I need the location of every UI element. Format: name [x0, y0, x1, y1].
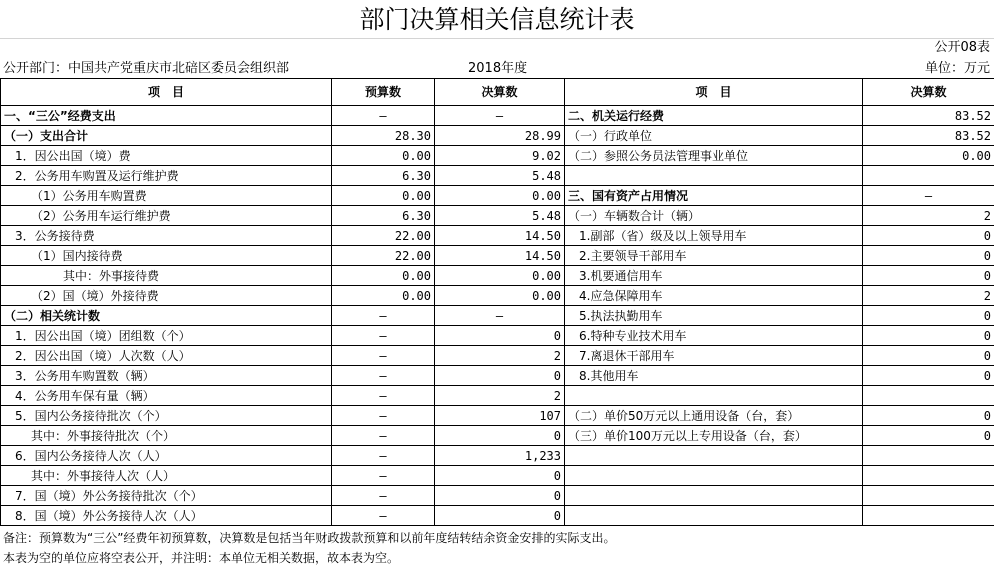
department-label: 公开部门：中国共产党重庆市北碚区委员会组织部 [3, 61, 290, 76]
table-row [1, 126, 994, 146]
row-right-item-label: 7.离退休干部用车 [565, 346, 863, 366]
row-right-final-value: 0 [863, 366, 994, 386]
table-row [1, 466, 994, 486]
row-right-item-label [565, 466, 863, 486]
row-right-item-label: 二、机关运行经费 [565, 106, 863, 126]
row-final-value: — [435, 106, 565, 126]
row-right-item-label: （二）单价50万元以上通用设备（台，套） [565, 406, 863, 426]
row-budget-value: — [332, 446, 435, 466]
row-budget-value: — [332, 426, 435, 446]
row-item-label: 其中：外事接待批次（个） [1, 426, 332, 446]
row-right-final-value [863, 446, 994, 466]
row-item-label: 5．国内公务接待批次（个） [1, 406, 332, 426]
row-final-value: 107 [435, 406, 565, 426]
row-item-label: （1）公务用车购置费 [1, 186, 332, 206]
row-final-value: 28.99 [435, 126, 565, 146]
table-row [1, 386, 994, 406]
row-item-label: （一）支出合计 [1, 126, 332, 146]
table-row [1, 146, 994, 166]
row-right-item-label [565, 506, 863, 526]
row-budget-value: — [332, 506, 435, 526]
table-row [1, 186, 994, 206]
table-row [1, 486, 994, 506]
row-budget-value: — [332, 346, 435, 366]
row-right-item-label: 1.副部（省）级及以上领导用车 [565, 226, 863, 246]
row-budget-value: 0.00 [332, 266, 435, 286]
sheet-title: 部门决算相关信息统计表 [0, 0, 994, 39]
row-budget-value: 22.00 [332, 226, 435, 246]
row-budget-value: — [332, 326, 435, 346]
row-item-label: （二）相关统计数 [1, 306, 332, 326]
form-number: 公开08表 [934, 40, 990, 55]
header-final-right: 决算数 [863, 79, 994, 106]
table-row [1, 286, 994, 306]
table-row [1, 426, 994, 446]
row-right-final-value [863, 506, 994, 526]
row-final-value: 2 [435, 386, 565, 406]
row-final-value: 0 [435, 466, 565, 486]
row-item-label: 1．因公出国（境）费 [1, 146, 332, 166]
row-final-value: 1,233 [435, 446, 565, 466]
row-right-final-value: — [863, 186, 994, 206]
footnote-budget: 备注：预算数为“三公”经费年初预算数，决算数是包括当年财政拨款预算和以前年度结转结余资金安排的实际支出。 [3, 531, 616, 545]
table-row [1, 226, 994, 246]
row-budget-value: — [332, 306, 435, 326]
row-right-final-value [863, 486, 994, 506]
row-budget-value: — [332, 366, 435, 386]
table-row [1, 406, 994, 426]
table-row [1, 506, 994, 526]
row-budget-value: 28.30 [332, 126, 435, 146]
row-right-final-value: 0 [863, 226, 994, 246]
row-final-value: 5.48 [435, 166, 565, 186]
row-budget-value: 6.30 [332, 206, 435, 226]
fiscal-year: 2018年度 [468, 61, 528, 76]
unit-label: 单位：万元 [924, 61, 990, 76]
row-final-value: 14.50 [435, 246, 565, 266]
row-final-value: 9.02 [435, 146, 565, 166]
row-item-label: 3．公务接待费 [1, 226, 332, 246]
row-budget-value: — [332, 386, 435, 406]
row-right-final-value: 0.00 [863, 146, 994, 166]
row-item-label: 1．因公出国（境）团组数（个） [1, 326, 332, 346]
row-final-value: 0 [435, 326, 565, 346]
row-budget-value: — [332, 406, 435, 426]
row-right-final-value [863, 166, 994, 186]
row-final-value: 0.00 [435, 266, 565, 286]
footnote-empty-table: 本表为空的单位应将空表公开，并注明：本单位无相关数据，故本表为空。 [3, 551, 400, 565]
table-row [1, 166, 994, 186]
header-final-left: 决算数 [435, 79, 565, 106]
row-right-final-value: 0 [863, 426, 994, 446]
row-item-label: （1）国内接待费 [1, 246, 332, 266]
row-right-item-label: （二）参照公务员法管理事业单位 [565, 146, 863, 166]
row-right-final-value: 0 [863, 246, 994, 266]
row-right-final-value: 2 [863, 286, 994, 306]
row-item-label: 4．公务用车保有量（辆） [1, 386, 332, 406]
row-right-item-label: 4.应急保障用车 [565, 286, 863, 306]
row-final-value: 0 [435, 366, 565, 386]
row-budget-value: 6.30 [332, 166, 435, 186]
row-final-value: 0 [435, 486, 565, 506]
row-right-final-value: 83.52 [863, 106, 994, 126]
table-header-row [1, 79, 994, 106]
table-row [1, 326, 994, 346]
row-right-final-value [863, 466, 994, 486]
row-right-item-label [565, 166, 863, 186]
row-right-final-value: 0 [863, 326, 994, 346]
table-row [1, 206, 994, 226]
row-final-value: 2 [435, 346, 565, 366]
row-budget-value: 0.00 [332, 286, 435, 306]
row-final-value: 0 [435, 506, 565, 526]
header-item-left: 项 目 [1, 79, 332, 106]
row-right-final-value: 83.52 [863, 126, 994, 146]
table-row [1, 306, 994, 326]
table-row [1, 366, 994, 386]
row-final-value: 5.48 [435, 206, 565, 226]
row-item-label: 2．公务用车购置及运行维护费 [1, 166, 332, 186]
row-right-item-label [565, 386, 863, 406]
statistics-table [0, 78, 994, 526]
row-right-item-label: （三）单价100万元以上专用设备（台，套） [565, 426, 863, 446]
table-row [1, 446, 994, 466]
row-item-label: 7．国（境）外公务接待批次（个） [1, 486, 332, 506]
row-right-item-label: 5.执法执勤用车 [565, 306, 863, 326]
row-right-final-value: 0 [863, 406, 994, 426]
table-row [1, 266, 994, 286]
header-item-right: 项 目 [565, 79, 863, 106]
row-final-value: 0.00 [435, 186, 565, 206]
row-right-item-label: 8.其他用车 [565, 366, 863, 386]
row-budget-value: — [332, 466, 435, 486]
row-right-item-label: 3.机要通信用车 [565, 266, 863, 286]
row-budget-value: 22.00 [332, 246, 435, 266]
row-right-final-value: 2 [863, 206, 994, 226]
row-final-value: 0 [435, 426, 565, 446]
row-item-label: 其中：外事接待人次（人） [1, 466, 332, 486]
row-item-label: （2）公务用车运行维护费 [1, 206, 332, 226]
table-row [1, 106, 994, 126]
row-budget-value: — [332, 106, 435, 126]
row-right-final-value: 0 [863, 266, 994, 286]
row-item-label: 3．公务用车购置数（辆） [1, 366, 332, 386]
row-right-item-label: （一）车辆数合计（辆） [565, 206, 863, 226]
row-item-label: 8．国（境）外公务接待人次（人） [1, 506, 332, 526]
row-right-final-value: 0 [863, 306, 994, 326]
table-row [1, 246, 994, 266]
row-right-item-label: 6.特种专业技术用车 [565, 326, 863, 346]
row-item-label: 其中：外事接待费 [1, 266, 332, 286]
row-budget-value: 0.00 [332, 186, 435, 206]
row-budget-value: 0.00 [332, 146, 435, 166]
row-item-label: 6．国内公务接待人次（人） [1, 446, 332, 466]
table-row [1, 346, 994, 366]
header-budget: 预算数 [332, 79, 435, 106]
row-right-item-label [565, 446, 863, 466]
row-right-item-label [565, 486, 863, 506]
row-final-value: 14.50 [435, 226, 565, 246]
row-right-final-value [863, 386, 994, 406]
row-right-item-label: 三、国有资产占用情况 [565, 186, 863, 206]
row-final-value: — [435, 306, 565, 326]
row-right-final-value: 0 [863, 346, 994, 366]
row-budget-value: — [332, 486, 435, 506]
row-final-value: 0.00 [435, 286, 565, 306]
row-item-label: （2）国（境）外接待费 [1, 286, 332, 306]
row-item-label: 一、“三公”经费支出 [1, 106, 332, 126]
row-right-item-label: 2.主要领导干部用车 [565, 246, 863, 266]
row-right-item-label: （一）行政单位 [565, 126, 863, 146]
row-item-label: 2．因公出国（境）人次数（人） [1, 346, 332, 366]
